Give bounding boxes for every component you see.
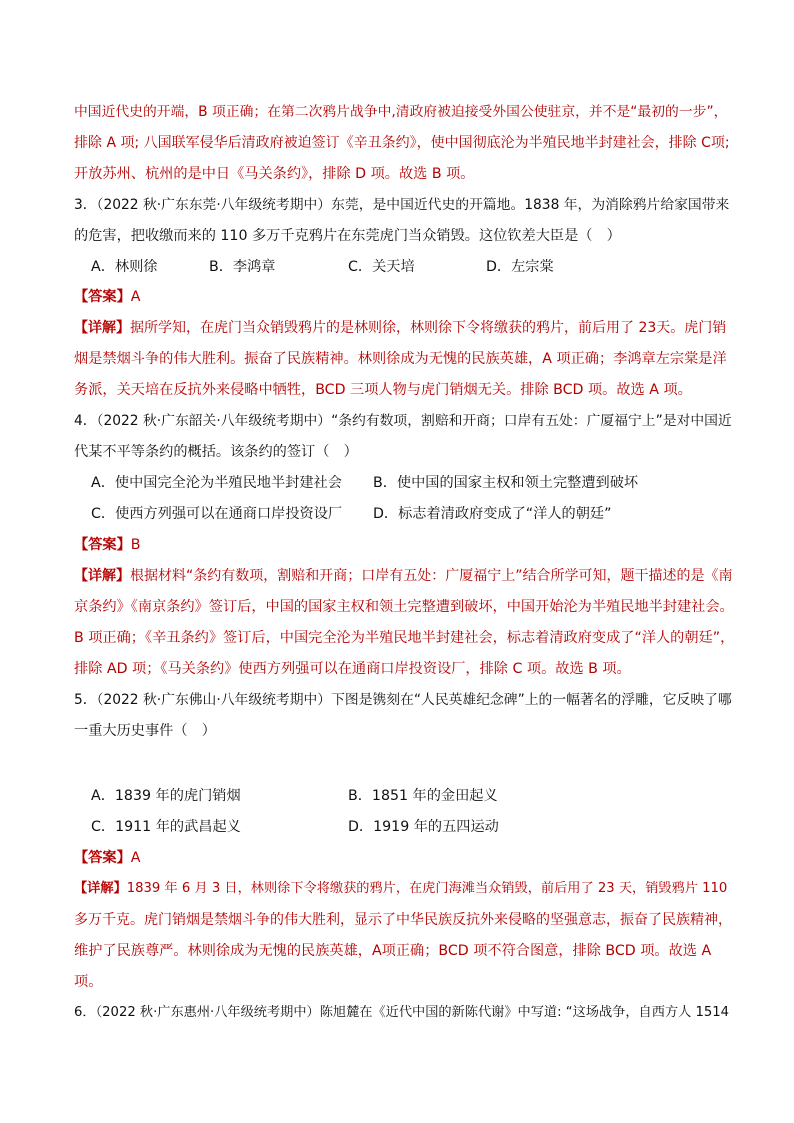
question-5-detail-line-4: 项。 <box>74 974 103 990</box>
question-3-stem-line-2: 的危害，把收缴而来的 110 多万千克鸦片在东莞虎门当众销毁。这位钦差大臣是（ ） <box>74 228 621 244</box>
question-3-option-b: B．李鸿章 <box>209 259 276 275</box>
question-4-detail-line-2: 京条约》《南京条约》签订后，中国的国家主权和领土完整遭到破坏，中国开始沦为半殖民地半封建社会。 <box>74 599 734 615</box>
question-5-option-a: A．1839 年的虎门销烟 <box>91 788 241 804</box>
answer-tag: 【答案】 <box>74 850 131 866</box>
question-5-answer <box>74 847 140 869</box>
question-5-option-c: C．1911 年的武昌起义 <box>91 819 241 835</box>
answer-value: B <box>130 537 141 553</box>
question-5-option-d: D．1919 年的五四运动 <box>348 819 499 835</box>
question-4-detail-line-1 <box>74 565 733 587</box>
question-5-detail-line-1 <box>74 878 727 900</box>
question-6-stem-line-1: 6．（2022 秋·广东惠州·八年级统考期中）陈旭麓在《近代中国的新陈代谢》中写道: “这场战争，自西方人 1514 <box>74 1005 730 1020</box>
detail-tag: 【详解】 <box>74 320 130 336</box>
question-4-stem-line-2: 代某不平等条约的概括。该条约的签订（ ） <box>74 444 358 460</box>
question-4-answer <box>74 534 141 556</box>
prev-explanation-line-1: 中国近代史的开端，B 项正确；在第二次鸦片战争中,清政府被迫接受外国公使驻京，并不是“最初的一步”， <box>74 104 728 120</box>
question-5-stem-line-2: 一重大历史事件（ ） <box>74 723 216 739</box>
prev-explanation-line-2: 排除 A 项; 八国联军侵华后清政府被迫签订《辛丑条约》，使中国彻底沦为半殖民地半封建社会，排除 C项; <box>74 135 730 151</box>
detail-text: 1839 年 6 月 3 日，林则徐下令将缴获的鸦片，在虎门海滩当众销毁，前后用了 23 天，销毁鸦片 110 <box>126 881 728 896</box>
detail-tag: 【详解】 <box>74 568 130 584</box>
detail-text: 根据材料“条约有数项，割赔和开商；口岸有五处：广厦福宁上”结合所学可知，题干描述的是《南 <box>130 568 733 584</box>
question-4-detail-line-3: B 项正确；《辛丑条约》签订后，中国完全沦为半殖民地半封建社会，标志着清政府变成了“洋人的朝廷”， <box>74 630 735 646</box>
question-4-detail-line-4: 排除 AD 项；《马关条约》使西方列强可以在通商口岸投资设厂，排除 C 项。故选 B 项。 <box>74 661 631 677</box>
question-3-option-c: C．关天培 <box>348 259 415 275</box>
answer-value: A <box>130 850 141 866</box>
question-3-answer <box>74 286 140 308</box>
question-3-detail-line-2: 烟是禁烟斗争的伟大胜利。振奋了民族精神。林则徐成为无愧的民族英雄，A 项正确；李鸿章左宗棠是洋 <box>74 351 727 367</box>
question-4-option-b: B．使中国的国家主权和领土完整遭到破坏 <box>373 475 639 491</box>
question-4-option-d: D．标志着清政府变成了“洋人的朝廷” <box>373 506 612 522</box>
question-4-stem-line-1: 4．（2022 秋·广东韶关·八年级统考期中）“条约有数项，割赔和开商；口岸有五处：广厦福宁上”是对中国近 <box>74 413 732 429</box>
question-3-option-d: D．左宗棠 <box>486 259 554 275</box>
question-3-stem-line-1: 3．（2022 秋·广东东莞·八年级统考期中）东莞，是中国近代史的开篇地。1838 年，为消除鸦片给家国带来 <box>74 197 730 213</box>
question-3-option-a: A．林则徐 <box>91 259 158 275</box>
detail-tag: 【详解】 <box>74 881 127 896</box>
question-3-detail-line-1 <box>74 317 726 339</box>
question-5-detail-line-3: 维护了民族尊严。林则徐成为无愧的民族英雄，A项正确；BCD 项不符合图意，排除 BCD 项。故选 A <box>74 943 712 959</box>
question-5-option-b: B．1851 年的金田起义 <box>348 788 498 804</box>
detail-text: 据所学知，在虎门当众销毁鸦片的是林则徐，林则徐下令将缴获的鸦片，前后用了 23天。虎门销 <box>130 320 727 336</box>
question-4-option-a: A．使中国完全沦为半殖民地半封建社会 <box>91 475 342 491</box>
answer-tag: 【答案】 <box>74 537 131 553</box>
answer-tag: 【答案】 <box>74 289 131 305</box>
prev-explanation-line-3: 开放苏州、杭州的是中日《马关条约》，排除 D 项。故选 B 项。 <box>74 166 475 182</box>
question-5-detail-line-2: 多万千克。虎门销烟是禁烟斗争的伟大胜利，显示了中华民族反抗外来侵略的坚强意志，振奋了民族精神， <box>74 912 732 928</box>
answer-value: A <box>130 289 141 305</box>
question-3-detail-line-3: 务派，关天培在反抗外来侵略中牺牲，BCD 三项人物与虎门销烟无关。排除 BCD 项。故选 A 项。 <box>74 382 692 398</box>
question-5-stem-line-1: 5．（2022 秋·广东佛山·八年级统考期中）下图是镌刻在“人民英雄纪念碑”上的一幅著名的浮雕，它反映了哪 <box>74 692 732 708</box>
question-4-option-c: C．使西方列强可以在通商口岸投资设厂 <box>91 506 343 522</box>
